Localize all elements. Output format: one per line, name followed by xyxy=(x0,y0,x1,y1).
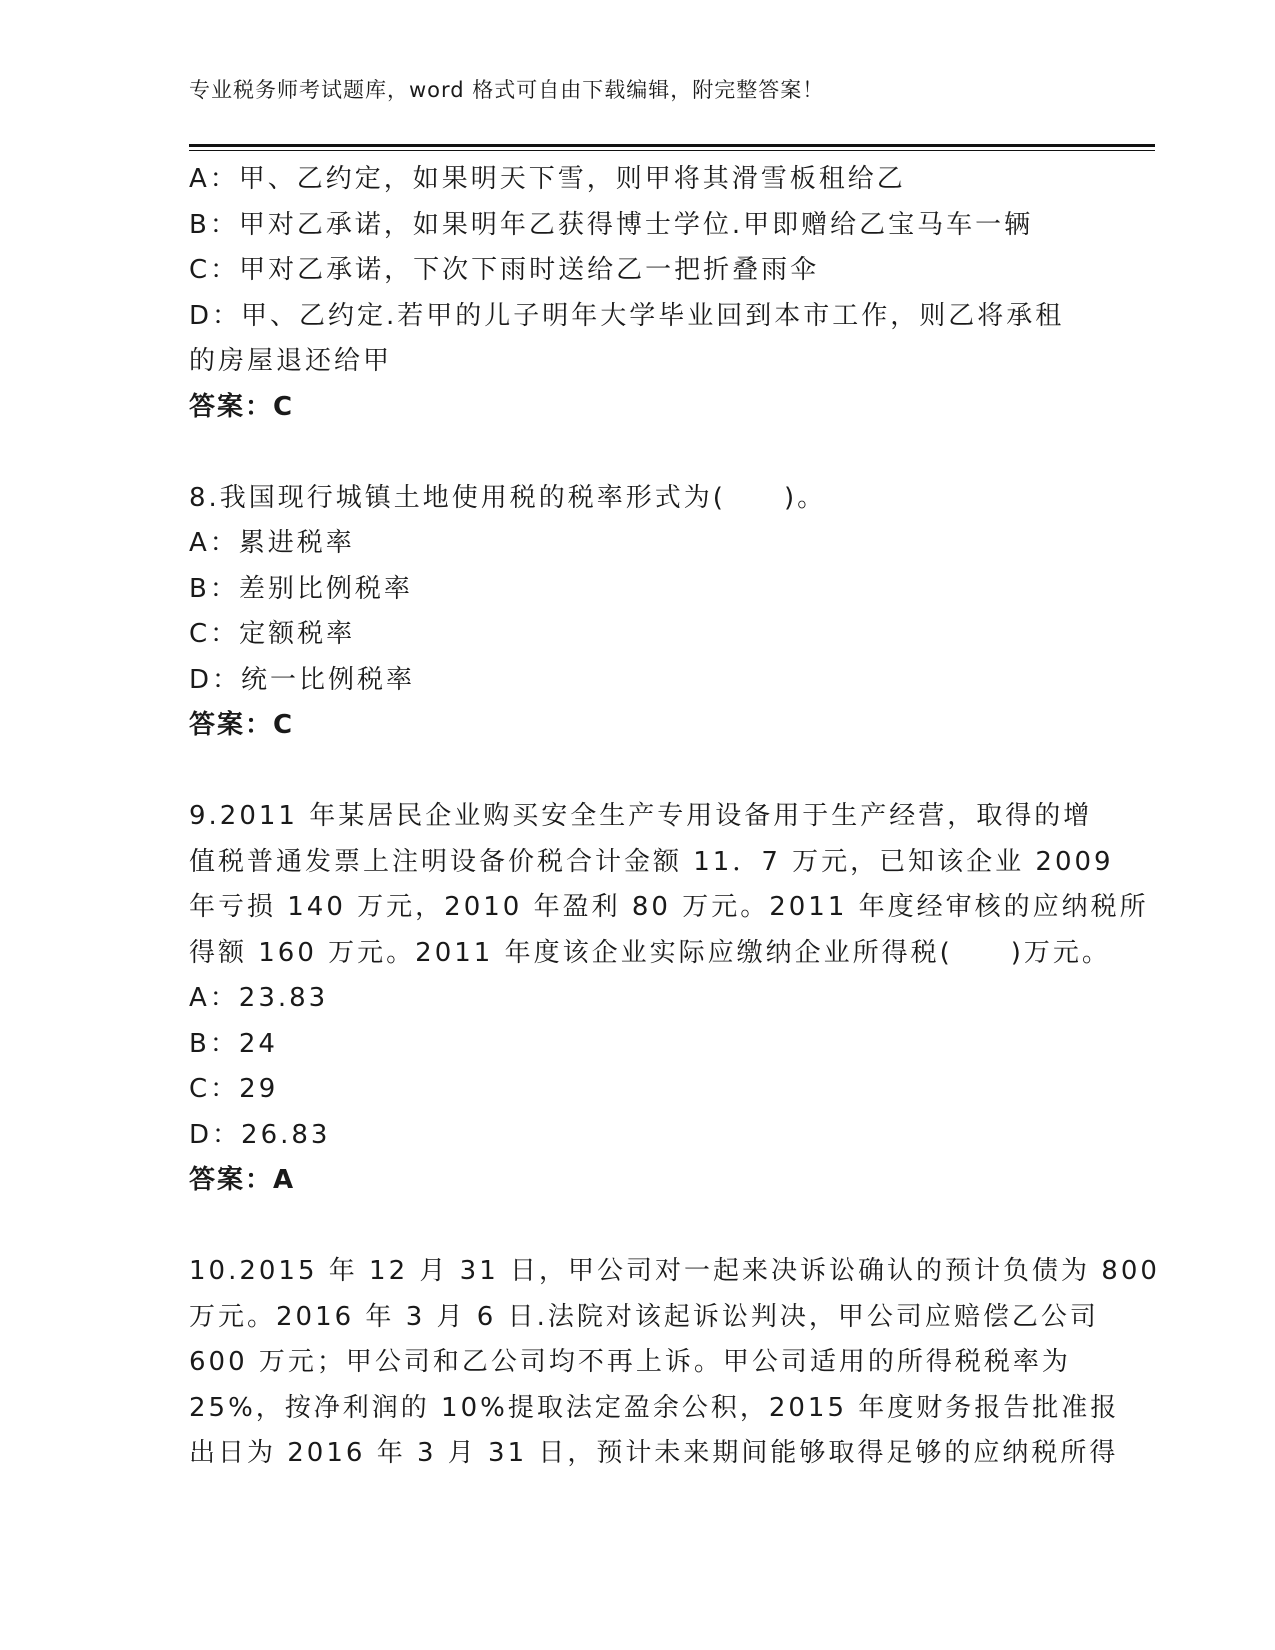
option-d: D：统一比例税率 xyxy=(189,664,416,695)
option-c: C：29 xyxy=(189,1074,279,1104)
option-c: C：定额税率 xyxy=(189,619,356,649)
option-c: C：甲对乙承诺，下次下雨时送给乙一把折叠雨伞 xyxy=(189,255,820,285)
option-d-continued: 的房屋退还给甲 xyxy=(189,346,393,376)
question-8 xyxy=(189,476,1079,749)
spacer xyxy=(189,1204,1079,1250)
question-stem: 8.我国现行城镇土地使用税的税率形式为( )。 xyxy=(189,482,827,513)
page-header: 专业税务师考试题库，word 格式可自由下载编辑，附完整答案！ xyxy=(189,78,825,102)
question-stem-line: 出日为 2016 年 3 月 31 日，预计未来期间能够取得足够的应纳税所得 xyxy=(189,1438,1119,1468)
question-stem-line: 得额 160 万元。2011 年度该企业实际应缴纳企业所得税( )万元。 xyxy=(189,937,1111,968)
answer: 答案：C xyxy=(189,710,295,740)
question-stem-line: 万元。2016 年 3 月 6 日.法院对该起诉讼判决，甲公司应赔偿乙公司 xyxy=(189,1301,1099,1332)
question-stem-line: 9.2011 年某居民企业购买安全生产专用设备用于生产经营，取得的增 xyxy=(189,801,1093,831)
question-stem-line: 10.2015 年 12 月 31 日，甲公司对一起来决诉讼确认的预计负债为 800 xyxy=(189,1256,1160,1286)
header-divider-thick xyxy=(189,144,1155,147)
question-stem-line: 600 万元；甲公司和乙公司均不再上诉。甲公司适用的所得税税率为 xyxy=(189,1347,1071,1377)
option-b: B：甲对乙承诺，如果明年乙获得博士学位.甲即赠给乙宝马车一辆 xyxy=(189,209,1034,240)
option-d: D：26.83 xyxy=(189,1119,331,1150)
answer: 答案：C xyxy=(189,391,295,422)
question-7 xyxy=(189,157,1079,430)
spacer xyxy=(189,430,1079,476)
spacer xyxy=(189,749,1079,795)
option-a: A：23.83 xyxy=(189,983,329,1013)
option-b: B：差别比例税率 xyxy=(189,573,413,604)
question-9 xyxy=(189,794,1149,1204)
option-a: A：累进税率 xyxy=(189,528,355,558)
question-content xyxy=(189,157,1160,1477)
question-stem-line: 25%，按净利润的 10%提取法定盈余公积，2015 年度财务报告批准报 xyxy=(189,1392,1120,1423)
header-divider-thin xyxy=(189,150,1155,151)
option-b: B：24 xyxy=(189,1028,278,1059)
question-10 xyxy=(189,1249,1160,1477)
answer: 答案：A xyxy=(189,1165,296,1195)
question-stem-line: 值税普通发票上注明设备价税合计金额 11．7 万元，已知该企业 2009 xyxy=(189,846,1114,877)
option-a: A：甲、乙约定，如果明天下雪，则甲将其滑雪板租给乙 xyxy=(189,164,906,194)
question-stem-line: 年亏损 140 万元，2010 年盈利 80 万元。2011 年度经审核的应纳税所 xyxy=(189,892,1149,922)
option-d: D：甲、乙约定.若甲的儿子明年大学毕业回到本市工作，则乙将承租 xyxy=(189,300,1065,331)
